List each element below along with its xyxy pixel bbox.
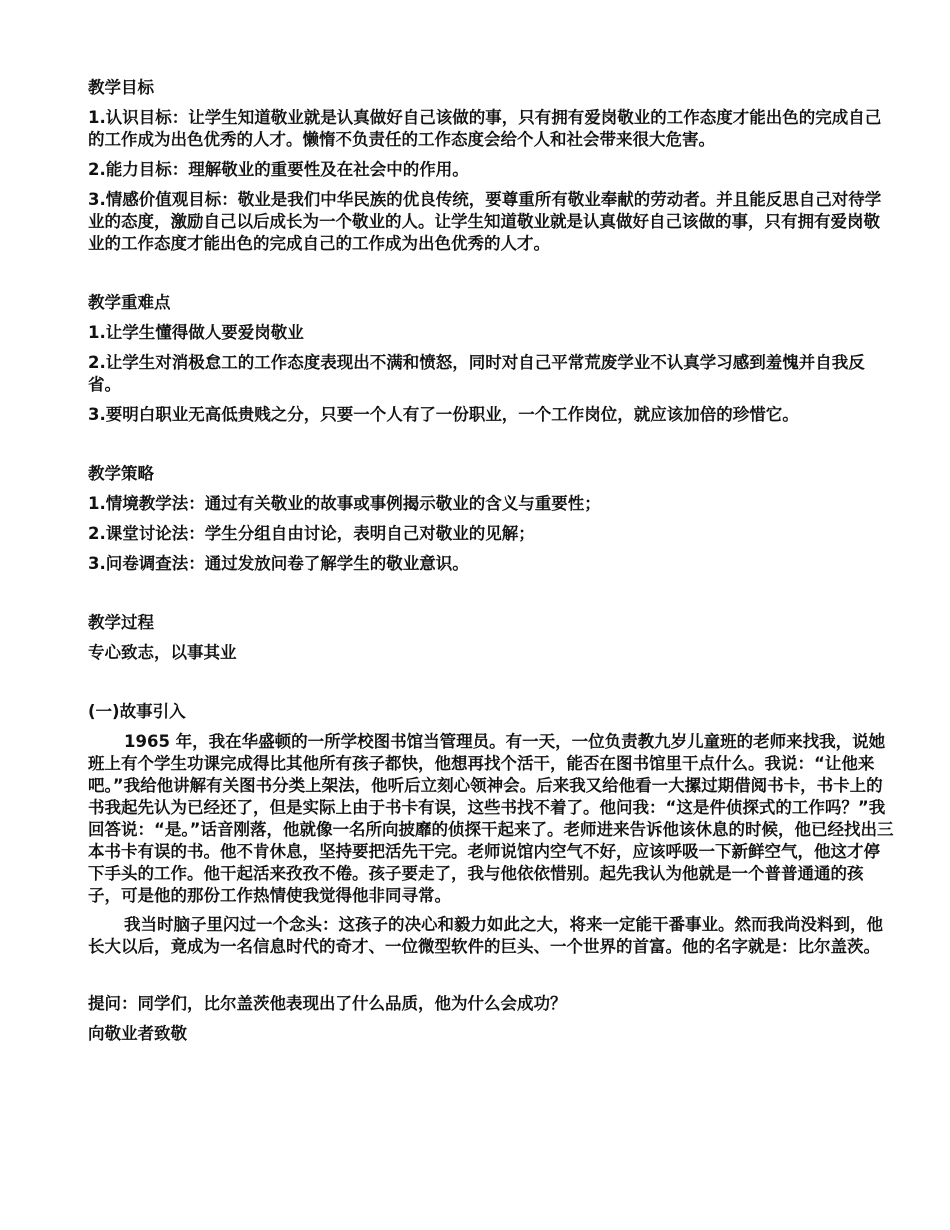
- section-heading-strategy: 教学策略: [88, 464, 154, 483]
- strategy-item-1: 1.情境教学法：通过有关敬业的故事或事例揭示敬业的含义与重要性；: [88, 494, 601, 513]
- difficulty-item-3: 3.要明白职业无高低贵贱之分，只要一个人有了一份职业，一个工作岗位，就应该加倍的珍惜它。: [88, 405, 799, 424]
- goal-item-3: 3.情感价值观目标：敬业是我们中华民族的优良传统，要尊重所有敬业奉献的劳动者。并且能反思自己对待学业的态度，激励自己以后成长为一个敬业的人。让学生知道敬业就是认真做好自己该做的事，只有拥有爱岗敬业的工作态度才能出色的完成自己的工作成为出色优秀的人才。: [88, 190, 882, 253]
- spacer: [88, 583, 894, 611]
- discussion-question: 提问：同学们，比尔盖茨他表现出了什么品质，他为什么会成功？: [88, 994, 567, 1013]
- spacer: [88, 672, 894, 700]
- spacer: [88, 965, 894, 993]
- process-subtitle: 专心致志，以事其业: [88, 643, 237, 662]
- section-heading-process: 教学过程: [88, 613, 154, 632]
- spacer: [88, 434, 894, 462]
- strategy-item-3: 3.问卷调查法：通过发放问卷了解学生的敬业意识。: [88, 554, 469, 573]
- story-paragraph-2: 我当时脑子里闪过一个念头：这孩子的决心和毅力如此之大，将来一定能干番事业。然而我尚没料到，他长大以后，竟成为一名信息时代的奇才、一位微型软件的巨头、一个世界的首富。他的名字就是：比尔盖茨。: [88, 915, 883, 956]
- section-heading-goals: 教学目标: [88, 78, 154, 97]
- closing-title: 向敬业者致敬: [88, 1024, 187, 1043]
- strategy-item-2: 2.课堂讨论法：学生分组自由讨论，表明自己对敬业的见解；: [88, 524, 535, 543]
- difficulty-item-1: 1.让学生懂得做人要爱岗敬业: [88, 323, 304, 342]
- story-paragraph-1: 1965 年，我在华盛顿的一所学校图书馆当管理员。有一天，一位负责教九岁儿童班的老师来找我，说她班上有个学生功课完成得比其他所有孩子都快，他想再找个活干，能否在图书馆里干点什么。我说：“让他来吧。”我给他讲解有关图书分类上架法，他听后立刻心领神会。后来我又给他看一大摞过期借阅书卡，书卡上的书我起先认为已经还了，但是实际上由于书卡有误，这些书找不着了。他问我：“这是件侦探式的工作吗？”我回答说：“是。”话音刚落，他就像一名所向披靡的侦探干起来了。老师进来告诉他该休息的时候，他已经找出三本书卡有误的书。他不肯休息，坚持要把活先干完。老师说馆内空气不好，应该呼吸一下新鲜空气，他这才停下手头的工作。他干起活来孜孜不倦。孩子要走了，我与他依依惜别。起先我认为他就是一个普普通通的孩子，可是他的那份工作热情使我觉得他非同寻常。: [88, 732, 894, 905]
- spacer: [88, 263, 894, 291]
- goal-item-1: 1.认识目标：让学生知道敬业就是认真做好自己该做的事，只有拥有爱岗敬业的工作态度才能出色的完成自己的工作成为出色优秀的人才。懒惰不负责任的工作态度会给个人和社会带来很大危害。: [88, 108, 882, 149]
- document-page: [88, 76, 894, 1053]
- goal-item-2: 2.能力目标：理解敬业的重要性及在社会中的作用。: [88, 160, 469, 179]
- section-heading-story: (一)故事引入: [88, 702, 186, 721]
- section-heading-difficulties: 教学重难点: [88, 293, 171, 312]
- difficulty-item-2: 2.让学生对消极怠工的工作态度表现出不满和愤怒，同时对自己平常荒废学业不认真学习感到羞愧并自我反省。: [88, 353, 865, 394]
